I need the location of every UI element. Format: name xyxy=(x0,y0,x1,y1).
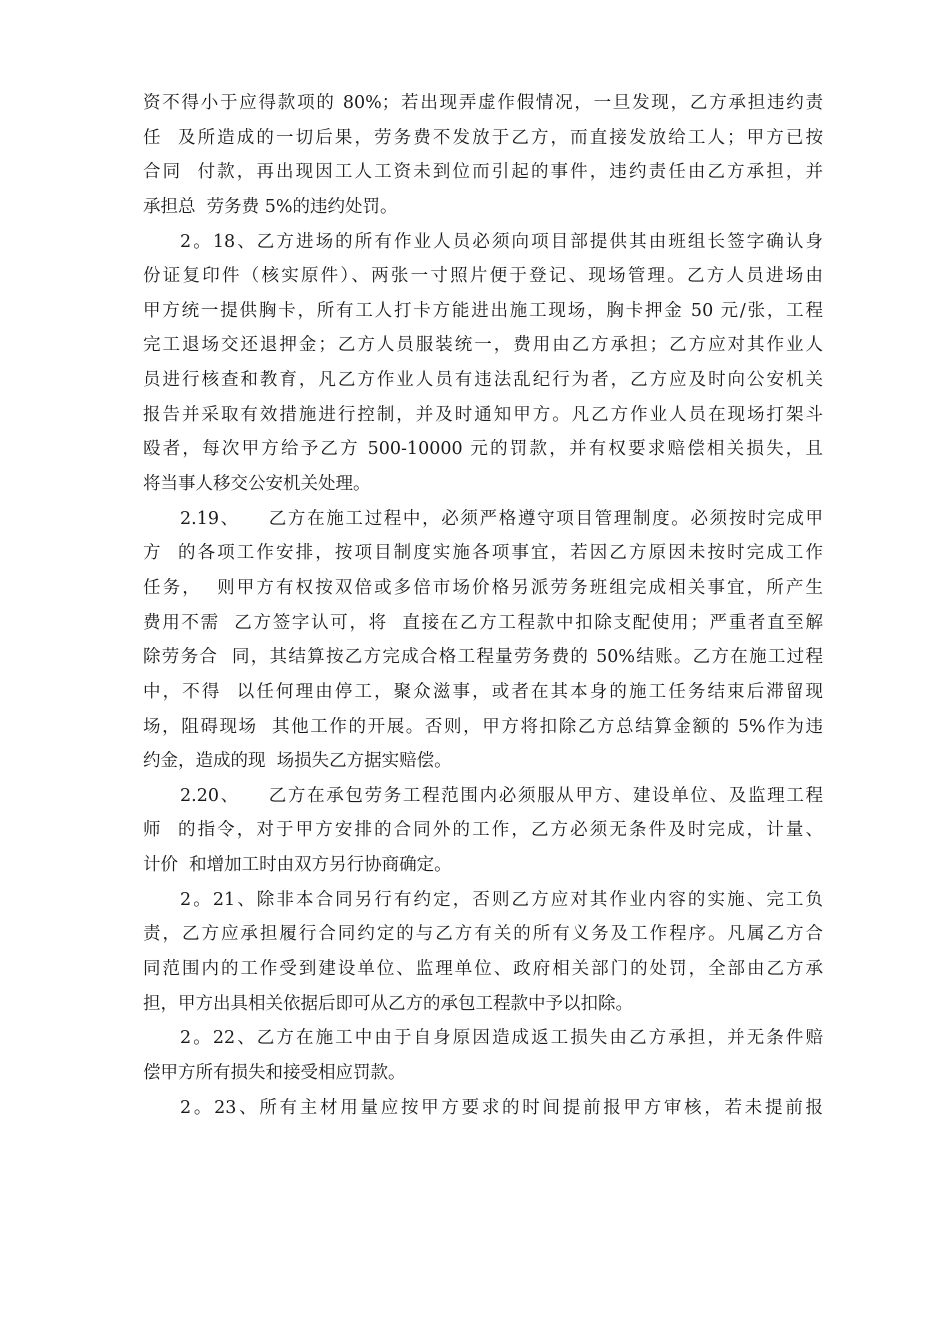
text-line: 责，乙方应承担履行合同约定的与乙方有关的所有义务及工作程序。凡属乙方合 xyxy=(143,924,823,945)
text-line: 场，阻碍现场 其他工作的开展。否则，甲方将扣除乙方总结算金额的 5%作为违 xyxy=(143,716,823,737)
paragraph-clause-2-21 xyxy=(143,883,823,1022)
text-line: 任务， 则甲方有权按双倍或多倍市场价格另派劳务班组完成相关事宜，所产生 xyxy=(143,577,823,598)
text-line: 同范围内的工作受到建设单位、监理单位、政府相关部门的处罚，全部由乙方承 xyxy=(143,959,823,980)
text-line: 任 及所造成的一切后果，劳务费不发放于乙方，而直接发放给工人；甲方已按 xyxy=(143,127,823,148)
clause-heading-line: 2.19、 乙方在施工过程中，必须严格遵守项目管理制度。必须按时完成甲 xyxy=(180,508,823,529)
paragraph-clause-2-19 xyxy=(143,502,823,779)
paragraph-continuation xyxy=(143,86,823,225)
text-line: 计价 和增加工时由双方另行协商确定。 xyxy=(143,855,452,876)
document-body xyxy=(143,86,823,1125)
text-line: 偿甲方所有损失和接受相应罚款。 xyxy=(143,1062,406,1083)
text-line: 份证复印件（核实原件）、两张一寸照片便于登记、现场管理。乙方人员进场由 xyxy=(143,266,823,287)
text-line: 员进行核查和教育，凡乙方作业人员有违法乱纪行为者，乙方应及时向公安机关 xyxy=(143,370,823,391)
text-line: 约金，造成的现 场损失乙方据实赔偿。 xyxy=(143,751,452,772)
text-line: 担，甲方出具相关依据后即可从乙方的承包工程款中予以扣除。 xyxy=(143,993,633,1014)
text-line: 资不得小于应得款项的 80%；若出现弄虚作假情况，一旦发现，乙方承担违约责 xyxy=(143,93,823,113)
text-line: 甲方统一提供胸卡，所有工人打卡方能进出施工现场，胸卡押金 50 元/张，工程 xyxy=(143,300,823,321)
text-line: 师 的指令，对于甲方安排的合同外的工作，乙方必须无条件及时完成，计量、 xyxy=(143,820,823,841)
paragraph-clause-2-23 xyxy=(143,1091,823,1126)
text-line: 将当事人移交公安机关处理。 xyxy=(143,474,371,495)
paragraph-clause-2-18 xyxy=(143,225,823,502)
clause-heading-line: 2.20、 乙方在承包劳务工程范围内必须服从甲方、建设单位、及监理工程 xyxy=(180,785,823,806)
paragraph-clause-2-20 xyxy=(143,779,823,883)
text-line: 殴者，每次甲方给予乙方 500-10000 元的罚款，并有权要求赔偿相关损失，且 xyxy=(143,439,823,460)
text-line: 承担总 劳务费 5%的违约处罚。 xyxy=(143,196,398,217)
text-line: 完工退场交还退押金；乙方人员服装统一，费用由乙方承担；乙方应对其作业人 xyxy=(143,335,823,356)
clause-heading-line: 2。22、乙方在施工中由于自身原因造成返工损失由乙方承担，并无条件赔 xyxy=(180,1028,823,1049)
clause-heading-line: 2。23、所有主材用量应按甲方要求的时间提前报甲方审核，若未提前报 xyxy=(180,1097,823,1118)
text-line: 合同 付款，再出现因工人工资未到位而引起的事件，违约责任由乙方承担，并 xyxy=(143,162,823,183)
clause-heading-line: 2。21、除非本合同另行有约定，否则乙方应对其作业内容的实施、完工负 xyxy=(180,889,823,910)
text-line: 报告并采取有效措施进行控制，并及时通知甲方。凡乙方作业人员在现场打架斗 xyxy=(143,404,823,425)
text-line: 除劳务合 同，其结算按乙方完成合格工程量劳务费的 50%结账。乙方在施工过程 xyxy=(143,647,823,668)
text-line: 费用不需 乙方签字认可，将 直接在乙方工程款中扣除支配使用；严重者直至解 xyxy=(143,612,823,633)
text-line: 方 的各项工作安排，按项目制度实施各项事宜，若因乙方原因未按时完成工作 xyxy=(143,543,823,564)
paragraph-clause-2-22 xyxy=(143,1021,823,1090)
clause-heading-line: 2。18、乙方进场的所有作业人员必须向项目部提供其由班组长签字确认身 xyxy=(180,231,823,252)
text-line: 中，不得 以任何理由停工，聚众滋事，或者在其本身的施工任务结束后滞留现 xyxy=(143,681,823,702)
